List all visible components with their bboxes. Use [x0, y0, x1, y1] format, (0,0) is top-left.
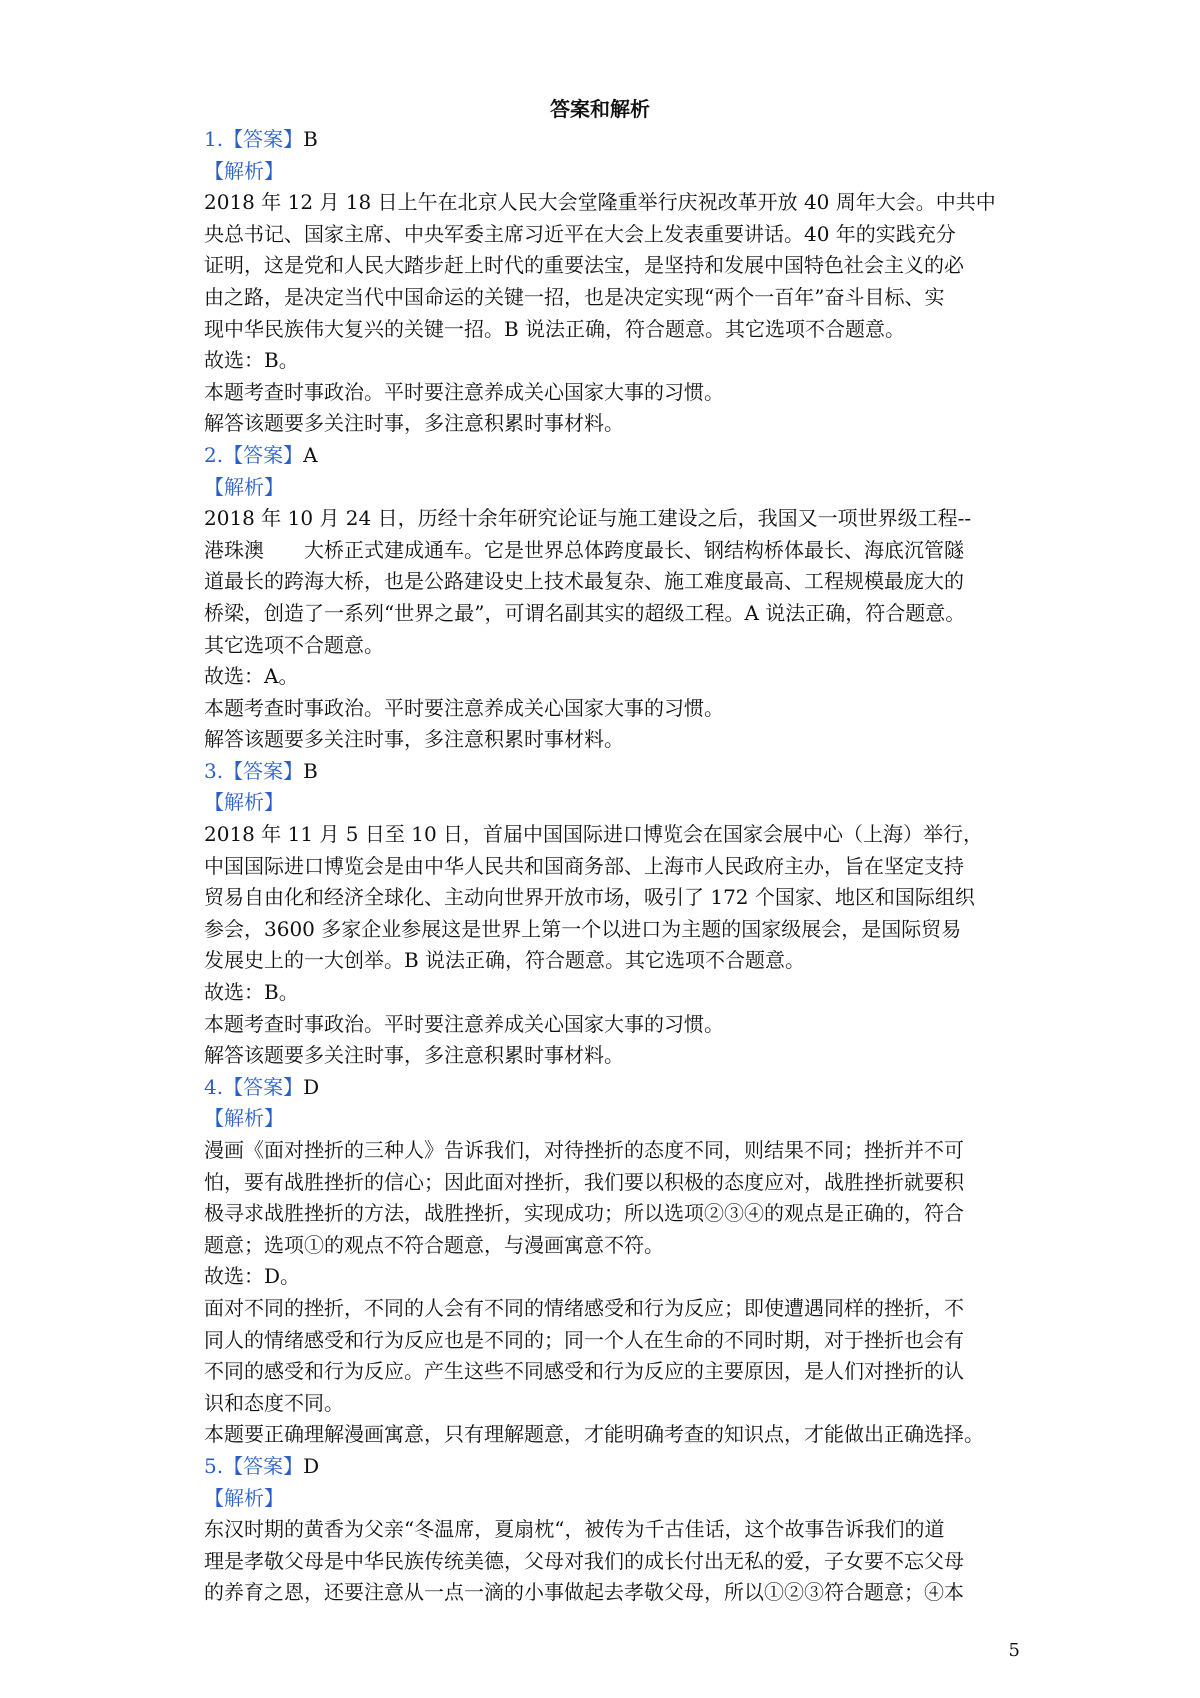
answer-value: D [303, 1453, 320, 1478]
analysis-text-line: 央总书记、国家主席、中央军委主席习近平在大会上发表重要讲话。40 年的实践充分 [204, 221, 956, 246]
analysis-text-line: 桥梁，创造了一系列“世界之最”，可谓名副其实的超级工程。A 说法正确，符合题意。 [204, 600, 966, 625]
analysis-text-line: 2018 年 11 月 5 日至 10 日，首届中国国际进口博览会在国家会展中心（上海）举行， [204, 822, 984, 847]
answer-line [204, 124, 1010, 156]
analysis-label: 【解析】 [204, 1485, 284, 1510]
analysis-text-line: 本题要正确理解漫画寓意，只有理解题意，才能明确考查的知识点，才能做出正确选择。 [204, 1422, 984, 1447]
answer-label: 【答案】 [223, 442, 304, 467]
analysis-text-line: 解答该题要多关注时事，多注意积累时事材料。 [204, 411, 624, 436]
analysis-text-line: 同人的情绪感受和行为反应也是不同的；同一个人在生命的不同时期，对于挫折也会有 [204, 1327, 964, 1352]
answer-value: D [303, 1074, 320, 1099]
analysis-text-line: 解答该题要多关注时事，多注意积累时事材料。 [204, 1043, 624, 1068]
analysis-text-line: 发展史上的一大创举。B 说法正确，符合题意。其它选项不合题意。 [204, 948, 806, 973]
analysis-text-line: 题意；选项①的观点不符合题意，与漫画寓意不符。 [204, 1232, 664, 1257]
analysis-text-line: 道最长的跨海大桥，也是公路建设史上技术最复杂、施工难度最高、工程规模最庞大的 [204, 569, 964, 594]
question-number: 3. [204, 758, 224, 783]
analysis-text-line: 故选：D。 [204, 1264, 301, 1289]
analysis-text-line: 中国国际进口博览会是由中华人民共和国商务部、上海市人民政府主办，旨在坚定支持 [204, 853, 964, 878]
question-number: 5. [204, 1453, 224, 1478]
answer-item [204, 124, 1010, 440]
answer-line [204, 440, 1010, 472]
answer-label: 【答案】 [223, 1453, 304, 1478]
answer-value: B [303, 758, 318, 783]
analysis-text-line: 不同的感受和行为反应。产生这些不同感受和行为反应的主要原因，是人们对挫折的认 [204, 1359, 964, 1384]
analysis-text-line: 由之路，是决定当代中国命运的关键一招，也是决定实现“两个一百年”奋斗目标、实 [204, 284, 945, 309]
analysis-label: 【解析】 [204, 790, 284, 815]
analysis-text-line: 解答该题要多关注时事，多注意积累时事材料。 [204, 727, 624, 752]
question-number: 4. [204, 1074, 224, 1099]
answer-list [204, 124, 1010, 1609]
analysis-text-line: 面对不同的挫折，不同的人会有不同的情绪感受和行为反应；即使遭遇同样的挫折，不 [204, 1295, 964, 1320]
analysis-text-line: 故选：B。 [204, 980, 299, 1005]
analysis-text-line: 故选：A。 [204, 664, 299, 689]
analysis-label: 【解析】 [204, 474, 284, 499]
analysis-label: 【解析】 [204, 1106, 284, 1131]
analysis-text-line: 故选：B。 [204, 348, 299, 373]
answer-item [204, 440, 1010, 756]
answer-value: A [303, 442, 318, 467]
answer-label: 【答案】 [223, 758, 304, 783]
analysis-text-line: 极寻求战胜挫折的方法，战胜挫折，实现成功；所以选项②③④的观点是正确的，符合 [204, 1201, 964, 1226]
answer-line [204, 756, 1010, 788]
answer-label: 【答案】 [223, 1074, 304, 1099]
answer-item [204, 1451, 1010, 1609]
analysis-label: 【解析】 [204, 158, 284, 183]
answer-label: 【答案】 [223, 127, 304, 151]
answer-value: B [303, 127, 318, 151]
analysis-text-line: 漫画《面对挫折的三种人》告诉我们，对待挫折的态度不同，则结果不同；挫折并不可 [204, 1138, 964, 1162]
analysis-text-line: 参会，3600 多家企业参展这是世界上第一个以进口为主题的国家级展会，是国际贸易 [204, 916, 962, 941]
answer-item [204, 756, 1010, 1072]
analysis-text-line: 本题考查时事政治。平时要注意养成关心国家大事的习惯。 [204, 1011, 724, 1036]
analysis-text-line: 识和态度不同。 [204, 1390, 344, 1415]
answer-item [204, 1072, 1010, 1451]
page-title: 答案和解析 [550, 97, 650, 121]
analysis-text-line: 理是孝敬父母是中华民族传统美德，父母对我们的成长付出无私的爱，子女要不忘父母 [204, 1548, 964, 1573]
analysis-text-line: 2018 年 10 月 24 日，历经十余年研究论证与施工建设之后，我国又一项世界级工程-- [204, 506, 972, 531]
answer-line [204, 1072, 1010, 1104]
analysis-text-line: 其它选项不合题意。 [204, 632, 384, 657]
answer-line [204, 1451, 1010, 1483]
analysis-text-line: 证明，这是党和人民大踏步赶上时代的重要法宝，是坚持和发展中国特色社会主义的必 [204, 253, 964, 278]
analysis-text-line: 本题考查时事政治。平时要注意养成关心国家大事的习惯。 [204, 379, 724, 404]
question-number: 1. [204, 127, 224, 151]
analysis-text-line: 本题考查时事政治。平时要注意养成关心国家大事的习惯。 [204, 695, 724, 720]
analysis-text-line: 港珠澳 大桥正式建成通车。它是世界总体跨度最长、钢结构桥体最长、海底沉管隧 [204, 537, 964, 562]
analysis-text-line: 2018 年 12 月 18 日上午在北京人民大会堂隆重举行庆祝改革开放 40 周年大会。中共中 [204, 190, 996, 215]
analysis-text-line: 的养育之恩，还要注意从一点一滴的小事做起去孝敬父母，所以①②③符合题意；④本 [204, 1580, 964, 1605]
analysis-text-line: 现中华民族伟大复兴的关键一招。B 说法正确，符合题意。其它选项不合题意。 [204, 316, 906, 341]
analysis-text-line: 贸易自由化和经济全球化、主动向世界开放市场，吸引了 172 个国家、地区和国际组织 [204, 885, 975, 910]
question-number: 2. [204, 442, 224, 467]
analysis-text-line: 怕，要有战胜挫折的信心；因此面对挫折，我们要以积极的态度应对，战胜挫折就要积 [204, 1169, 964, 1194]
page-number: 5 [1008, 1640, 1020, 1661]
analysis-text-line: 东汉时期的黄香为父亲“冬温席，夏扇枕“，被传为千古佳话，这个故事告诉我们的道 [204, 1517, 945, 1542]
